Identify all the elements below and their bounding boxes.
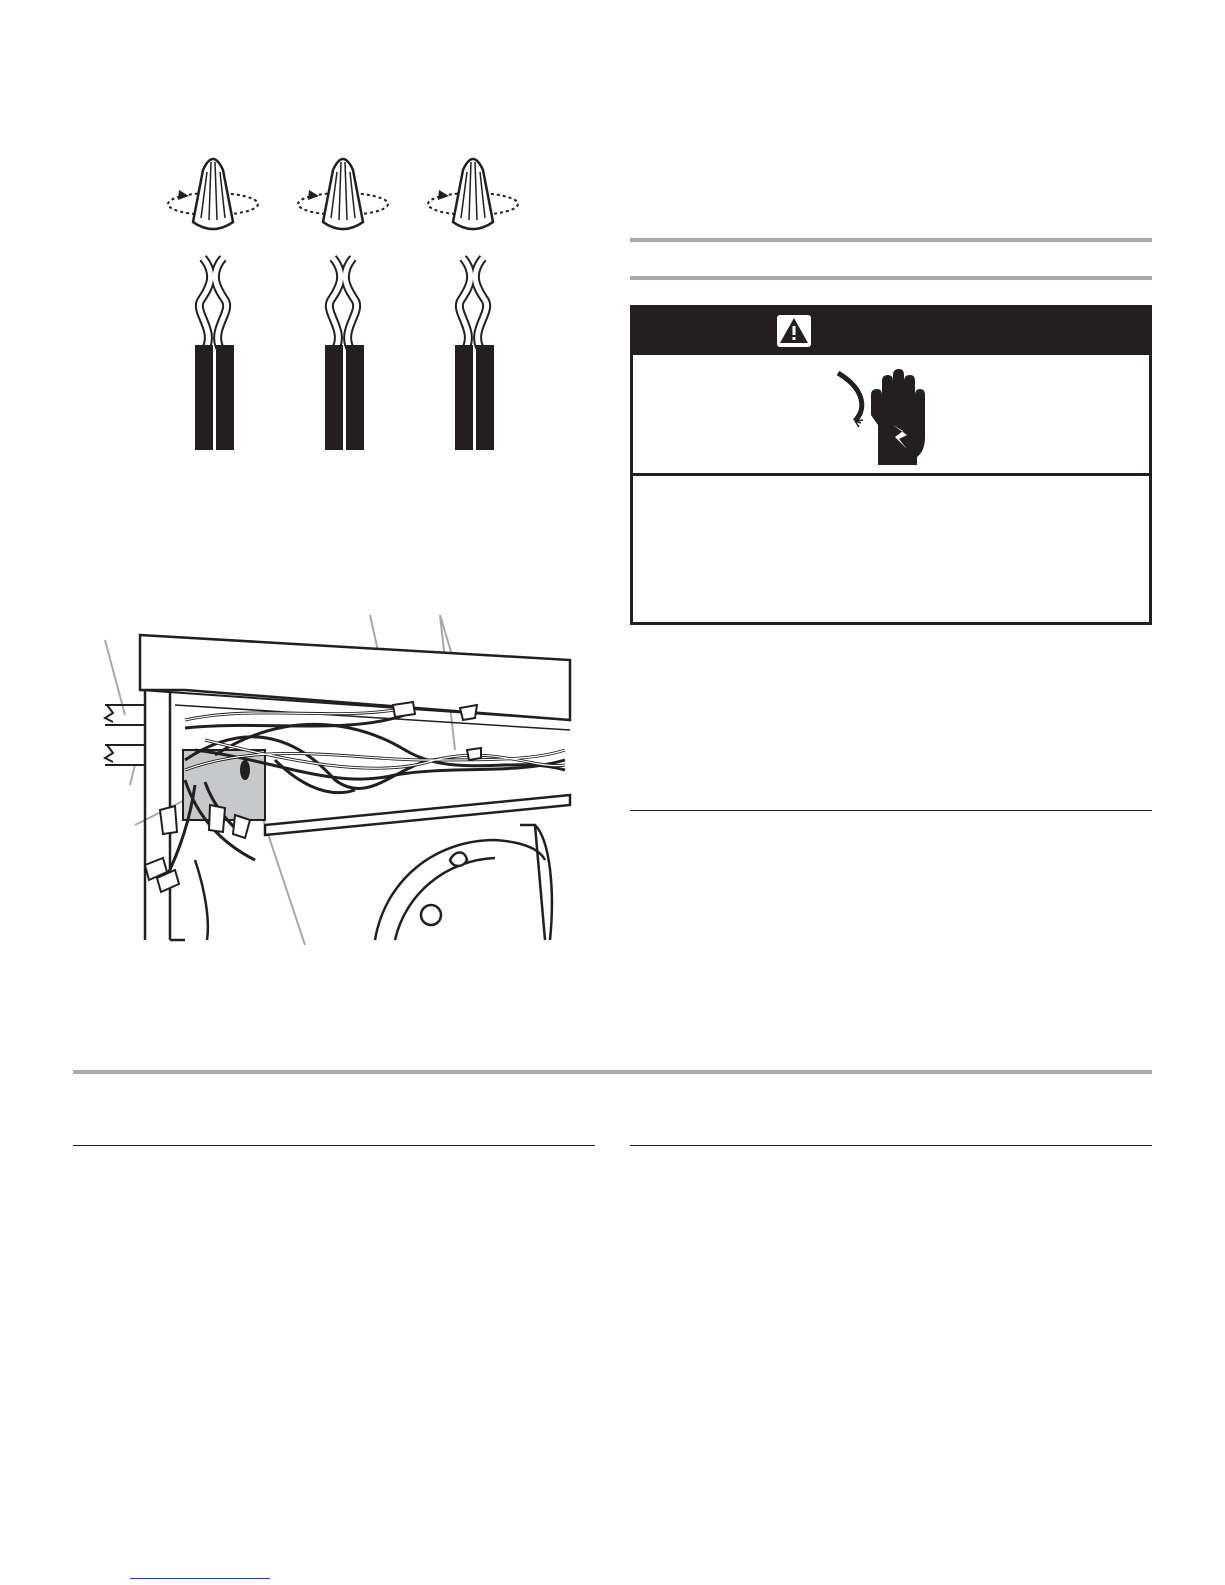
warning-triangle-icon	[777, 315, 811, 347]
twist-arrowhead-icon	[308, 190, 319, 200]
wire-insulation-left	[455, 345, 473, 450]
callout-line-icon	[105, 640, 125, 715]
section-rule-full	[73, 1070, 1152, 1074]
wire-nut-small-icon	[160, 806, 177, 834]
connector-icon	[393, 702, 415, 717]
subsection-rule-right	[630, 1145, 1152, 1146]
step-2-group	[298, 159, 388, 450]
step-3-group	[428, 159, 518, 450]
step-1-group	[168, 159, 258, 450]
wire-nut-icon	[453, 159, 493, 229]
wire-insulation-left	[195, 345, 213, 450]
subsection-rule-left	[73, 1145, 595, 1146]
twist-arrowhead-icon	[178, 190, 189, 200]
wire-nut-icon	[323, 159, 363, 229]
wire-nut-small-icon	[209, 805, 225, 832]
warning-box	[630, 305, 1152, 625]
section-rule-second	[630, 276, 1152, 280]
front-rail	[265, 795, 570, 835]
twisted-wires-icon	[199, 258, 226, 350]
connector-icon	[460, 705, 477, 720]
warning-header	[633, 308, 1149, 355]
connector-icon	[467, 748, 481, 760]
twisted-wires-icon	[459, 258, 486, 350]
section-rule-mid-right	[630, 810, 1152, 811]
wire-connector-steps	[140, 140, 530, 450]
wire-insulation-right	[346, 345, 364, 450]
wire-connector-figure	[140, 140, 530, 450]
blower-housing-icon	[195, 825, 552, 940]
footer-link[interactable]	[130, 1560, 270, 1579]
wiring-figure	[95, 610, 575, 950]
twist-arrowhead-icon	[438, 190, 449, 200]
section-rule-top	[630, 238, 1152, 242]
callout-line-icon	[130, 765, 135, 785]
wire-insulation-right	[216, 345, 234, 450]
wire-nut-icon	[193, 159, 233, 229]
wire-nut-small-icon	[233, 815, 250, 838]
wire-insulation-left	[325, 345, 343, 450]
warning-icon-band	[633, 355, 1149, 476]
wiring-diagram	[95, 610, 575, 950]
electrical-shock-hand-icon	[833, 365, 943, 465]
wire-insulation-right	[476, 345, 494, 450]
twisted-wires-icon	[329, 258, 356, 350]
warning-body	[633, 476, 1149, 622]
